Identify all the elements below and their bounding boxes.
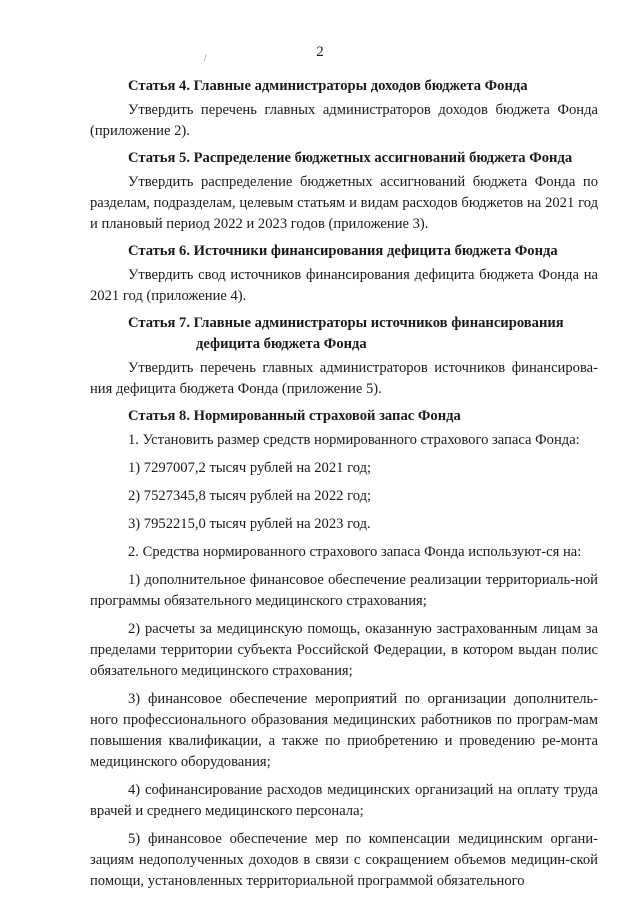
article-text: Утвердить перечень главных администраторов доходов бюджета Фонда (приложение 2). — [90, 102, 598, 139]
page-number: 2 — [316, 44, 324, 60]
article-heading: Статья 6. Источники финансирования дефицита бюджета Фонда — [128, 243, 558, 259]
article-paragraph: 2. Средства нормированного страхового запаса Фонда используют-ся на: — [128, 544, 582, 560]
article-4 — [90, 76, 598, 142]
article-text: Утвердить свод источников финансирования дефицита бюджета Фонда на 2021 год (приложение 4). — [90, 267, 598, 304]
use-item: 1) дополнительное финансовое обеспечение реализации территориаль-ной программы обязательного медицинского страхования; — [90, 572, 598, 609]
use-item: 2) расчеты за медицинскую помощь, оказанную застрахованным лицам за пределами территории субъекта Российской Федерации, в котором выдан полис обязательного медицинского страхования; — [90, 621, 598, 679]
article-6 — [90, 241, 598, 307]
article-heading: Статья 4. Главные администраторы доходов бюджета Фонда — [128, 78, 528, 94]
article-heading — [90, 313, 598, 355]
document-body — [90, 76, 598, 899]
use-item: 3) финансовое обеспечение мероприятий по организации дополнитель-ного профессионального образования медицинских работников по програм-мам повышения квалификации, а также по приобретению и проведению ре-монта медицинского оборудования; — [90, 691, 598, 770]
amount-item: 1) 7297007,2 тысяч рублей на 2021 год; — [128, 460, 372, 476]
article-heading-line1: Статья 7. Главные администраторы источников финансирования — [128, 315, 564, 331]
use-item: 5) финансовое обеспечение мер по компенсации медицинским органи-зациям недополученных доходов в связи с сокращением объемов медицин-ской помощи, установленных территориальной программой обязательного — [90, 831, 598, 889]
article-text: Утвердить перечень главных администраторов источников финансирова-ния дефицита бюджета Фонда (приложение 5). — [90, 360, 598, 397]
article-heading: Статья 5. Распределение бюджетных ассигнований бюджета Фонда — [128, 150, 573, 166]
article-heading: Статья 8. Нормированный страховой запас Фонда — [128, 408, 461, 424]
article-paragraph: 1. Установить размер средств нормированного страхового запаса Фонда: — [128, 432, 580, 448]
article-heading-line2: дефицита бюджета Фонда — [196, 336, 367, 352]
article-5 — [90, 148, 598, 235]
article-8 — [90, 406, 598, 892]
amount-item: 3) 7952215,0 тысяч рублей на 2023 год. — [128, 516, 371, 532]
scan-mark: / — [204, 53, 207, 63]
article-7 — [90, 313, 598, 400]
amount-item: 2) 7527345,8 тысяч рублей на 2022 год; — [128, 488, 372, 504]
use-item: 4) софинансирование расходов медицинских организаций на оплату труда врачей и среднего медицинского персонала; — [90, 782, 598, 819]
article-text: Утвердить распределение бюджетных ассигнований бюджета Фонда по разделам, подразделам, целевым статьям и видам расходов бюджетов на 2021 год и плановый период 2022 и 2023 годов (приложение 3). — [90, 174, 598, 232]
